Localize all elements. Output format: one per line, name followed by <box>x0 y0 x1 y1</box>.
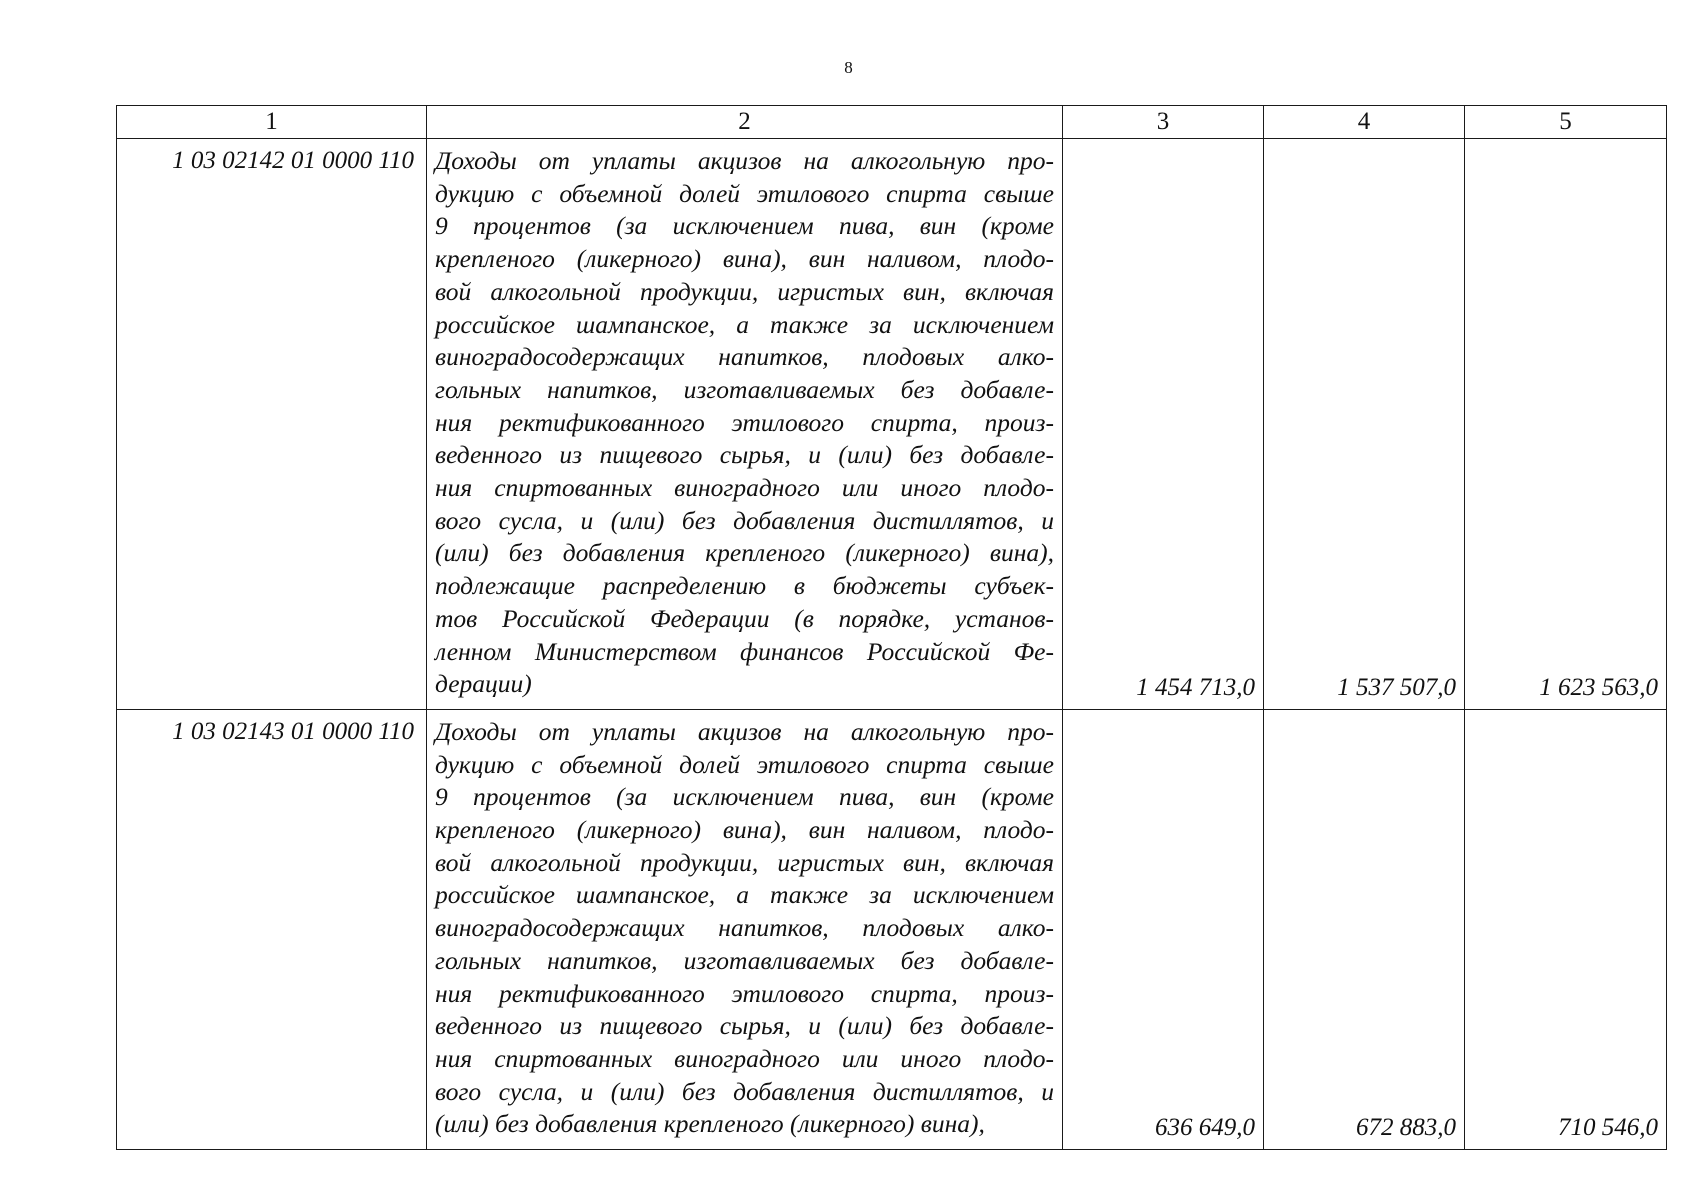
description-line: ния спиртованных виноградного или иного плодо- <box>435 473 1054 503</box>
description-line: крепленого (ликерного) вина), вин наливом, плодо- <box>435 815 1054 845</box>
description-line: (или) без добавления крепленого (ликерного) вина), <box>435 1109 985 1139</box>
column-header-2: 2 <box>427 106 1063 139</box>
column-header-5: 5 <box>1465 106 1667 139</box>
column-header-4: 4 <box>1264 106 1465 139</box>
description-line: подлежащие распределению в бюджеты субъек- <box>435 571 1054 601</box>
description-line: крепленого (ликерного) вина), вин наливом, плодо- <box>435 244 1054 274</box>
budget-revenue-table <box>116 105 1667 1150</box>
description-line: российское шампанское, а также за исключением <box>435 309 1054 339</box>
description-line: виноградосодержащих напитков, плодовых алко- <box>435 913 1054 943</box>
description-line: дерации) <box>435 669 532 699</box>
amount-cell-column-5: 1 623 563,0 <box>1465 139 1667 710</box>
table-row <box>117 139 1667 710</box>
description-line: дукцию с объемной долей этилового спирта свыше <box>435 178 1054 208</box>
page-number: 8 <box>844 58 853 77</box>
description-line: ния ректификованного этилового спирта, произ- <box>435 978 1054 1008</box>
description-line: веденного из пищевого сырья, и (или) без добавле- <box>435 1011 1054 1041</box>
revenue-description-cell <box>427 709 1063 1149</box>
amount-cell-column-4: 672 883,0 <box>1264 709 1465 1149</box>
amount-cell-column-3: 636 649,0 <box>1063 709 1264 1149</box>
column-header-3: 3 <box>1063 106 1264 139</box>
table-row <box>117 709 1667 1149</box>
description-line: веденного из пищевого сырья, и (или) без добавле- <box>435 440 1054 470</box>
description-line: Доходы от уплаты акцизов на алкогольную про- <box>435 146 1054 175</box>
column-header-1: 1 <box>117 106 427 139</box>
description-line: 9 процентов (за исключением пива, вин (кроме <box>435 782 1054 812</box>
revenue-code-cell: 1 03 02143 01 0000 110 <box>117 709 427 1149</box>
table-body <box>117 139 1667 1150</box>
description-line: российское шампанское, а также за исключением <box>435 880 1054 910</box>
description-line: вой алкогольной продукции, игристых вин, включая <box>435 847 1054 877</box>
description-line: вого сусла, и (или) без добавления дистиллятов, и <box>435 1076 1054 1106</box>
description-line: дукцию с объемной долей этилового спирта свыше <box>435 749 1054 779</box>
description-line: ния спиртованных виноградного или иного плодо- <box>435 1043 1054 1073</box>
description-line: гольных напитков, изготавливаемых без добавле- <box>435 374 1054 404</box>
revenue-description-cell <box>427 139 1063 710</box>
column-number-header-row <box>117 106 1667 139</box>
description-line: ния ректификованного этилового спирта, произ- <box>435 407 1054 437</box>
description-line: 9 процентов (за исключением пива, вин (кроме <box>435 211 1054 241</box>
amount-cell-column-3: 1 454 713,0 <box>1063 139 1264 710</box>
description-line: гольных напитков, изготавливаемых без добавле- <box>435 945 1054 975</box>
amount-cell-column-5: 710 546,0 <box>1465 709 1667 1149</box>
description-line: ленном Министерством финансов Российской Фе- <box>435 636 1054 666</box>
revenue-code-cell: 1 03 02142 01 0000 110 <box>117 139 427 710</box>
description-line: вой алкогольной продукции, игристых вин, включая <box>435 276 1054 306</box>
description-line: Доходы от уплаты акцизов на алкогольную про- <box>435 716 1054 746</box>
description-line: (или) без добавления крепленого (ликерного) вина), <box>435 538 1054 568</box>
amount-cell-column-4: 1 537 507,0 <box>1264 139 1465 710</box>
description-line: тов Российской Федерации (в порядке, установ- <box>435 603 1054 633</box>
description-line: вого сусла, и (или) без добавления дистиллятов, и <box>435 505 1054 535</box>
description-line: виноградосодержащих напитков, плодовых алко- <box>435 342 1054 372</box>
